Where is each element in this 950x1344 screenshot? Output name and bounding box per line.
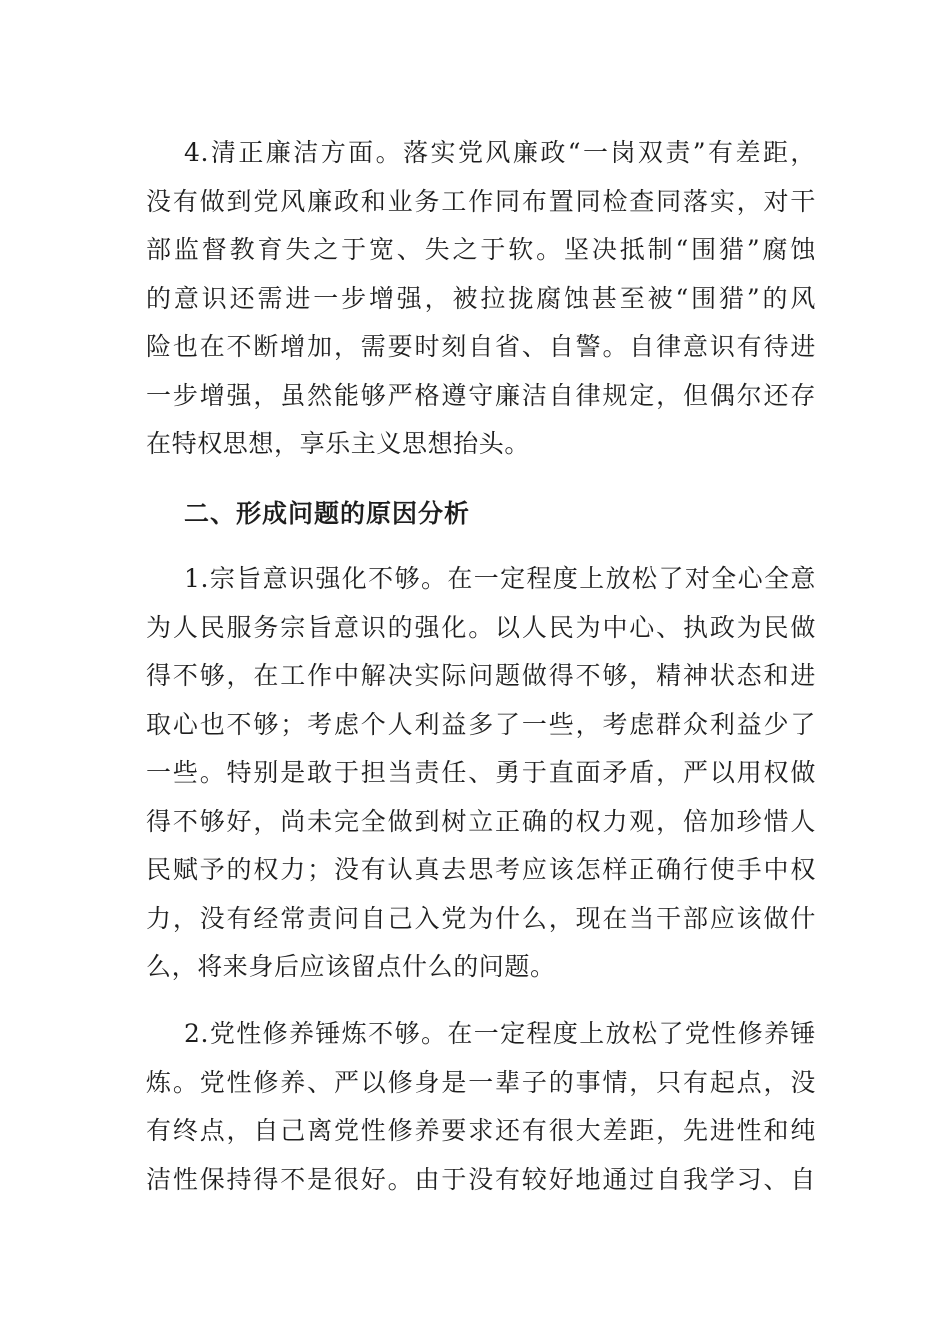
- text-line: 没有做到党风廉政和业务工作同布置同检查同落实，对干: [146, 186, 816, 216]
- text-line: 得不够好，尚未完全做到树立正确的权力观，倍加珍惜人: [146, 806, 816, 836]
- text-line: 2.党性修养锤炼不够。在一定程度上放松了党性修养锤: [184, 1019, 816, 1048]
- text-line: 为人民服务宗旨意识的强化。以人民为中心、执政为民做: [146, 612, 816, 642]
- paragraph-purpose-awareness: [146, 555, 816, 992]
- text-line: 力，没有经常责问自己入党为什么，现在当干部应该做什: [146, 903, 816, 933]
- text-line: 有终点，自己离党性修养要求还有很大差距，先进性和纯: [146, 1116, 816, 1145]
- text-line: 在特权思想，享乐主义思想抬头。: [146, 429, 531, 458]
- text-line: 么，将来身后应该留点什么的问题。: [146, 952, 556, 981]
- text-line: 取心也不够；考虑个人利益多了一些，考虑群众利益少了: [146, 709, 816, 739]
- text-line: 部监督教育失之于宽、失之于软。坚决抵制“围猎”腐蚀: [146, 235, 816, 264]
- text-line: 洁性保持得不是很好。由于没有较好地通过自我学习、自: [146, 1164, 816, 1194]
- text-line: 一步增强，虽然能够严格遵守廉洁自律规定，但偶尔还存: [146, 380, 816, 410]
- text-line: 4.清正廉洁方面。落实党风廉政“一岗双责”有差距，: [184, 138, 816, 167]
- text-line: 炼。党性修养、严以修身是一辈子的事情，只有起点，没: [146, 1067, 816, 1097]
- text-line: 的意识还需进一步增强，被拉拢腐蚀甚至被“围猎”的风: [146, 283, 816, 313]
- paragraph-clean-governance: [146, 129, 816, 469]
- text-line: 险也在不断增加，需要时刻自省、自警。自律意识有待进: [146, 332, 816, 361]
- text-line: 民赋予的权力；没有认真去思考应该怎样正确行使手中权: [146, 855, 816, 884]
- section-heading: 二、形成问题的原因分析: [184, 499, 471, 528]
- text-line: 一些。特别是敢于担当责任、勇于直面矛盾，严以用权做: [146, 758, 816, 787]
- text-line: 得不够，在工作中解决实际问题做得不够，精神状态和进: [146, 661, 816, 690]
- paragraph-party-spirit: [146, 1010, 816, 1204]
- text-line: 1.宗旨意识强化不够。在一定程度上放松了对全心全意: [184, 564, 816, 593]
